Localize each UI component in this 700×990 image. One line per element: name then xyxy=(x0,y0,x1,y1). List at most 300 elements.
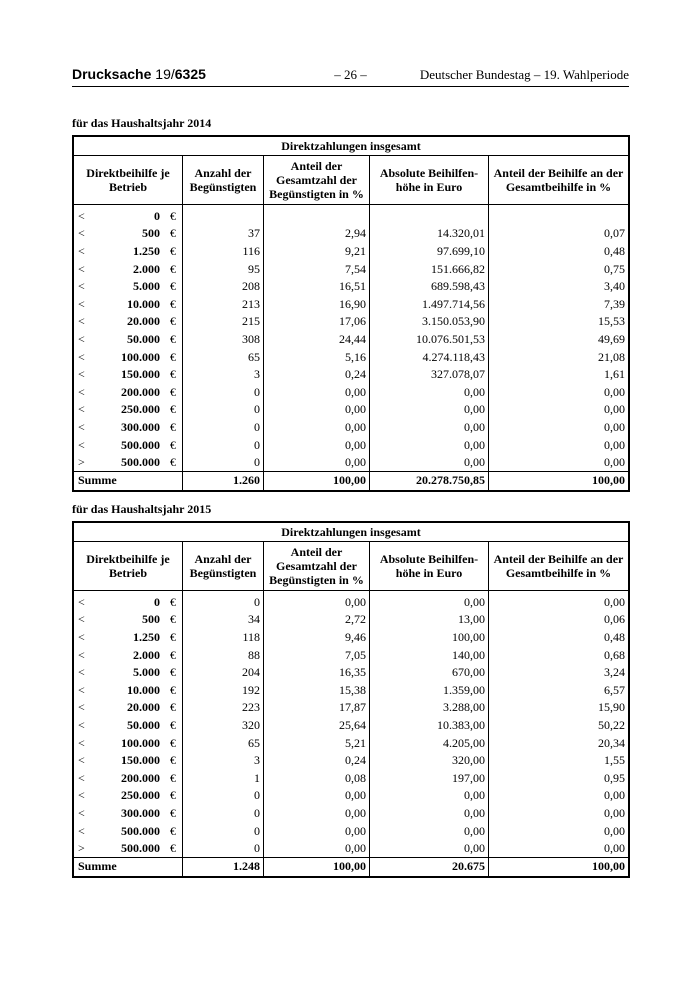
bracket-operator: < xyxy=(78,717,85,732)
bracket-amount: 250.000 xyxy=(121,788,160,803)
share-cell: 24,44 xyxy=(264,330,370,348)
bracket-operator: < xyxy=(78,805,85,820)
sum-pct: 100,00 xyxy=(489,471,630,491)
share-cell: 7,05 xyxy=(264,646,370,664)
bracket-amount: 500.000 xyxy=(121,437,160,452)
pct-cell: 0,00 xyxy=(489,839,630,857)
sum-row xyxy=(73,471,629,491)
bracket-amount: 500.000 xyxy=(121,841,160,856)
col-head-abs: Absolute Beihilfen-höhe in Euro xyxy=(370,156,489,205)
pct-cell: 3,24 xyxy=(489,663,630,681)
bracket-cell xyxy=(73,716,183,734)
count-cell: 0 xyxy=(183,453,264,471)
count-cell: 213 xyxy=(183,295,264,313)
table-row xyxy=(73,260,629,278)
abs-cell: 327.078,07 xyxy=(370,365,489,383)
bracket-amount: 10.000 xyxy=(127,682,160,697)
share-cell: 5,16 xyxy=(264,348,370,366)
count-cell: 0 xyxy=(183,591,264,611)
bracket-operator: < xyxy=(78,367,85,382)
bracket-operator: < xyxy=(78,349,85,364)
bracket-amount: 5.000 xyxy=(133,665,160,680)
bracket-operator: < xyxy=(78,594,85,609)
table-row xyxy=(73,365,629,383)
sum-count: 1.248 xyxy=(183,857,264,877)
table-row xyxy=(73,225,629,243)
bracket-cell xyxy=(73,383,183,401)
sum-label: Summe xyxy=(73,857,183,877)
bracket-cell xyxy=(73,804,183,822)
sum-label: Summe xyxy=(73,471,183,491)
bracket-operator: < xyxy=(78,682,85,697)
doc-num-a: 19/ xyxy=(155,66,175,82)
abs-cell: 0,00 xyxy=(370,787,489,805)
sum-abs: 20.278.750,85 xyxy=(370,471,489,491)
bracket-amount: 10.000 xyxy=(127,296,160,311)
sum-count: 1.260 xyxy=(183,471,264,491)
bracket-cell xyxy=(73,839,183,857)
currency-sign: € xyxy=(170,682,176,697)
bracket-amount: 0 xyxy=(154,208,160,223)
share-cell: 0,08 xyxy=(264,769,370,787)
publisher: Deutscher Bundestag – 19. Wahlperiode xyxy=(419,67,629,82)
bracket-operator: < xyxy=(78,700,85,715)
bracket-cell xyxy=(73,242,183,260)
count-cell: 116 xyxy=(183,242,264,260)
table-row xyxy=(73,277,629,295)
abs-cell xyxy=(370,205,489,225)
page-number: – 26 – xyxy=(334,67,367,82)
bracket-operator: > xyxy=(78,455,85,470)
bracket-cell xyxy=(73,260,183,278)
currency-sign: € xyxy=(170,665,176,680)
table-row xyxy=(73,787,629,805)
bracket-cell xyxy=(73,646,183,664)
count-cell: 0 xyxy=(183,383,264,401)
table-row xyxy=(73,383,629,401)
table-row xyxy=(73,663,629,681)
currency-sign: € xyxy=(170,384,176,399)
bracket-cell xyxy=(73,453,183,471)
currency-sign: € xyxy=(170,841,176,856)
bracket-cell xyxy=(73,751,183,769)
pct-cell: 0,07 xyxy=(489,225,630,243)
count-cell: 95 xyxy=(183,260,264,278)
bracket-cell xyxy=(73,436,183,454)
bracket-operator: < xyxy=(78,331,85,346)
currency-sign: € xyxy=(170,823,176,838)
count-cell: 3 xyxy=(183,751,264,769)
bracket-amount: 1.250 xyxy=(133,629,160,644)
pct-cell: 0,00 xyxy=(489,401,630,419)
abs-cell: 10.383,00 xyxy=(370,716,489,734)
table-row xyxy=(73,681,629,699)
count-cell: 118 xyxy=(183,628,264,646)
currency-sign: € xyxy=(170,402,176,417)
currency-sign: € xyxy=(170,647,176,662)
doc-prefix: Drucksache xyxy=(72,66,156,82)
bracket-operator: < xyxy=(78,612,85,627)
share-cell: 0,24 xyxy=(264,365,370,383)
share-cell: 16,51 xyxy=(264,277,370,295)
pct-cell xyxy=(489,205,630,225)
table-row xyxy=(73,205,629,225)
currency-sign: € xyxy=(170,594,176,609)
table-row xyxy=(73,716,629,734)
bracket-operator: < xyxy=(78,226,85,241)
bracket-operator: < xyxy=(78,753,85,768)
share-cell: 0,00 xyxy=(264,804,370,822)
bracket-operator: < xyxy=(78,402,85,417)
count-cell: 0 xyxy=(183,401,264,419)
pct-cell: 3,40 xyxy=(489,277,630,295)
pct-cell: 0,00 xyxy=(489,436,630,454)
pct-cell: 21,08 xyxy=(489,348,630,366)
abs-cell: 4.274.118,43 xyxy=(370,348,489,366)
currency-sign: € xyxy=(170,208,176,223)
count-cell: 0 xyxy=(183,436,264,454)
bracket-amount: 1.250 xyxy=(133,243,160,258)
share-cell: 17,87 xyxy=(264,699,370,717)
abs-cell: 151.666,82 xyxy=(370,260,489,278)
bracket-cell xyxy=(73,769,183,787)
abs-cell: 100,00 xyxy=(370,628,489,646)
bracket-operator: < xyxy=(78,437,85,452)
table-2015 xyxy=(72,521,630,878)
bracket-cell xyxy=(73,348,183,366)
bracket-cell xyxy=(73,365,183,383)
bracket-cell xyxy=(73,277,183,295)
pct-cell: 0,95 xyxy=(489,769,630,787)
pct-cell: 0,75 xyxy=(489,260,630,278)
pct-cell: 0,06 xyxy=(489,611,630,629)
bracket-amount: 20.000 xyxy=(127,314,160,329)
currency-sign: € xyxy=(170,612,176,627)
count-cell: 34 xyxy=(183,611,264,629)
count-cell xyxy=(183,205,264,225)
bracket-amount: 500.000 xyxy=(121,455,160,470)
table-row xyxy=(73,751,629,769)
currency-sign: € xyxy=(170,314,176,329)
abs-cell: 14.320,01 xyxy=(370,225,489,243)
abs-cell: 3.150.053,90 xyxy=(370,313,489,331)
table-row xyxy=(73,330,629,348)
bracket-operator: < xyxy=(78,261,85,276)
page-header xyxy=(72,66,629,87)
bracket-amount: 300.000 xyxy=(121,419,160,434)
abs-cell: 97.699,10 xyxy=(370,242,489,260)
col-head-share: Anteil der Gesamtzahl der Begünstigten in % xyxy=(264,156,370,205)
currency-sign: € xyxy=(170,770,176,785)
currency-sign: € xyxy=(170,296,176,311)
table-row xyxy=(73,628,629,646)
abs-cell: 13,00 xyxy=(370,611,489,629)
pct-cell: 0,00 xyxy=(489,591,630,611)
bracket-operator: < xyxy=(78,314,85,329)
abs-cell: 670,00 xyxy=(370,663,489,681)
pct-cell: 15,53 xyxy=(489,313,630,331)
bracket-amount: 150.000 xyxy=(121,367,160,382)
sum-row xyxy=(73,857,629,877)
bracket-cell xyxy=(73,663,183,681)
currency-sign: € xyxy=(170,717,176,732)
bracket-operator: < xyxy=(78,665,85,680)
abs-cell: 0,00 xyxy=(370,804,489,822)
bracket-amount: 500.000 xyxy=(121,823,160,838)
count-cell: 0 xyxy=(183,804,264,822)
bracket-cell xyxy=(73,611,183,629)
table-row xyxy=(73,611,629,629)
bracket-amount: 200.000 xyxy=(121,384,160,399)
currency-sign: € xyxy=(170,261,176,276)
abs-cell: 0,00 xyxy=(370,453,489,471)
currency-sign: € xyxy=(170,700,176,715)
table-caption: Direktzahlungen insgesamt xyxy=(73,136,629,156)
table-row xyxy=(73,699,629,717)
share-cell: 0,00 xyxy=(264,401,370,419)
count-cell: 0 xyxy=(183,822,264,840)
share-cell: 0,00 xyxy=(264,822,370,840)
table-row xyxy=(73,591,629,611)
table-row xyxy=(73,769,629,787)
share-cell: 15,38 xyxy=(264,681,370,699)
share-cell: 5,21 xyxy=(264,734,370,752)
count-cell: 223 xyxy=(183,699,264,717)
pct-cell: 0,00 xyxy=(489,804,630,822)
count-cell: 215 xyxy=(183,313,264,331)
currency-sign: € xyxy=(170,788,176,803)
share-cell: 0,00 xyxy=(264,436,370,454)
bracket-amount: 5.000 xyxy=(133,279,160,294)
share-cell: 0,00 xyxy=(264,839,370,857)
pct-cell: 0,68 xyxy=(489,646,630,664)
table-row xyxy=(73,822,629,840)
bracket-cell xyxy=(73,822,183,840)
col-head-pct: Anteil der Beihilfe an der Gesamtbeihilfe in % xyxy=(489,156,630,205)
pct-cell: 49,69 xyxy=(489,330,630,348)
table-row xyxy=(73,804,629,822)
count-cell: 0 xyxy=(183,418,264,436)
pct-cell: 50,22 xyxy=(489,716,630,734)
currency-sign: € xyxy=(170,805,176,820)
abs-cell: 0,00 xyxy=(370,436,489,454)
bracket-operator: < xyxy=(78,735,85,750)
bracket-cell xyxy=(73,787,183,805)
share-cell: 9,46 xyxy=(264,628,370,646)
bracket-cell xyxy=(73,591,183,611)
bracket-cell xyxy=(73,734,183,752)
share-cell: 25,64 xyxy=(264,716,370,734)
share-cell: 0,00 xyxy=(264,383,370,401)
pct-cell: 0,48 xyxy=(489,242,630,260)
table-row xyxy=(73,839,629,857)
count-cell: 37 xyxy=(183,225,264,243)
sum-abs: 20.675 xyxy=(370,857,489,877)
col-head-bracket: Direktbeihilfe je Betrieb xyxy=(73,542,183,591)
abs-cell: 689.598,43 xyxy=(370,277,489,295)
share-cell: 16,35 xyxy=(264,663,370,681)
count-cell: 1 xyxy=(183,769,264,787)
col-head-count: Anzahl der Begünstigten xyxy=(183,542,264,591)
currency-sign: € xyxy=(170,331,176,346)
abs-cell: 1.497.714,56 xyxy=(370,295,489,313)
pct-cell: 1,61 xyxy=(489,365,630,383)
table-2014 xyxy=(72,135,630,492)
count-cell: 65 xyxy=(183,348,264,366)
bracket-operator: < xyxy=(78,419,85,434)
bracket-operator: < xyxy=(78,647,85,662)
bracket-cell xyxy=(73,699,183,717)
share-cell: 0,00 xyxy=(264,591,370,611)
col-head-share: Anteil der Gesamtzahl der Begünstigten in % xyxy=(264,542,370,591)
table-row xyxy=(73,242,629,260)
table-row xyxy=(73,348,629,366)
abs-cell: 0,00 xyxy=(370,383,489,401)
bracket-cell xyxy=(73,681,183,699)
pct-cell: 0,48 xyxy=(489,628,630,646)
bracket-amount: 500 xyxy=(142,612,160,627)
pct-cell: 15,90 xyxy=(489,699,630,717)
bracket-cell xyxy=(73,330,183,348)
sum-pct: 100,00 xyxy=(489,857,630,877)
bracket-cell xyxy=(73,295,183,313)
count-cell: 65 xyxy=(183,734,264,752)
share-cell: 7,54 xyxy=(264,260,370,278)
bracket-cell xyxy=(73,313,183,331)
currency-sign: € xyxy=(170,367,176,382)
pct-cell: 0,00 xyxy=(489,822,630,840)
bracket-amount: 2.000 xyxy=(133,647,160,662)
bracket-operator: < xyxy=(78,279,85,294)
currency-sign: € xyxy=(170,243,176,258)
bracket-operator: < xyxy=(78,208,85,223)
count-cell: 320 xyxy=(183,716,264,734)
doc-num-b: 6325 xyxy=(174,66,206,82)
bracket-operator: < xyxy=(78,770,85,785)
sum-share: 100,00 xyxy=(264,857,370,877)
bracket-amount: 0 xyxy=(154,594,160,609)
table-row xyxy=(73,401,629,419)
col-head-count: Anzahl der Begünstigten xyxy=(183,156,264,205)
pct-cell: 20,34 xyxy=(489,734,630,752)
col-head-abs: Absolute Beihilfen-höhe in Euro xyxy=(370,542,489,591)
col-head-pct: Anteil der Beihilfe an der Gesamtbeihilfe in % xyxy=(489,542,630,591)
pct-cell: 1,55 xyxy=(489,751,630,769)
table-row xyxy=(73,646,629,664)
currency-sign: € xyxy=(170,349,176,364)
count-cell: 208 xyxy=(183,277,264,295)
bracket-amount: 150.000 xyxy=(121,753,160,768)
table-row xyxy=(73,418,629,436)
bracket-cell xyxy=(73,418,183,436)
bracket-amount: 50.000 xyxy=(127,331,160,346)
abs-cell: 197,00 xyxy=(370,769,489,787)
bracket-amount: 500 xyxy=(142,226,160,241)
share-cell xyxy=(264,205,370,225)
share-cell: 2,72 xyxy=(264,611,370,629)
count-cell: 308 xyxy=(183,330,264,348)
abs-cell: 140,00 xyxy=(370,646,489,664)
table-caption: Direktzahlungen insgesamt xyxy=(73,522,629,542)
bracket-operator: < xyxy=(78,788,85,803)
bracket-amount: 2.000 xyxy=(133,261,160,276)
abs-cell: 1.359,00 xyxy=(370,681,489,699)
share-cell: 0,00 xyxy=(264,418,370,436)
share-cell: 17,06 xyxy=(264,313,370,331)
bracket-amount: 50.000 xyxy=(127,717,160,732)
count-cell: 0 xyxy=(183,839,264,857)
bracket-cell xyxy=(73,628,183,646)
pct-cell: 7,39 xyxy=(489,295,630,313)
share-cell: 2,94 xyxy=(264,225,370,243)
pct-cell: 6,57 xyxy=(489,681,630,699)
table-row xyxy=(73,295,629,313)
currency-sign: € xyxy=(170,419,176,434)
count-cell: 3 xyxy=(183,365,264,383)
abs-cell: 320,00 xyxy=(370,751,489,769)
count-cell: 192 xyxy=(183,681,264,699)
bracket-operator: < xyxy=(78,629,85,644)
abs-cell: 3.288,00 xyxy=(370,699,489,717)
currency-sign: € xyxy=(170,753,176,768)
pct-cell: 0,00 xyxy=(489,383,630,401)
section-title-2014: für das Haushaltsjahr 2014 xyxy=(72,116,212,130)
pct-cell: 0,00 xyxy=(489,418,630,436)
abs-cell: 0,00 xyxy=(370,418,489,436)
bracket-operator: < xyxy=(78,296,85,311)
share-cell: 0,00 xyxy=(264,787,370,805)
currency-sign: € xyxy=(170,455,176,470)
share-cell: 0,24 xyxy=(264,751,370,769)
pct-cell: 0,00 xyxy=(489,787,630,805)
sum-share: 100,00 xyxy=(264,471,370,491)
share-cell: 16,90 xyxy=(264,295,370,313)
bracket-amount: 20.000 xyxy=(127,700,160,715)
count-cell: 88 xyxy=(183,646,264,664)
count-cell: 0 xyxy=(183,787,264,805)
currency-sign: € xyxy=(170,279,176,294)
currency-sign: € xyxy=(170,226,176,241)
bracket-amount: 200.000 xyxy=(121,770,160,785)
share-cell: 9,21 xyxy=(264,242,370,260)
count-cell: 204 xyxy=(183,663,264,681)
bracket-cell xyxy=(73,205,183,225)
currency-sign: € xyxy=(170,629,176,644)
bracket-amount: 100.000 xyxy=(121,735,160,750)
bracket-operator: > xyxy=(78,841,85,856)
table-row xyxy=(73,313,629,331)
share-cell: 0,00 xyxy=(264,453,370,471)
bracket-operator: < xyxy=(78,243,85,258)
bracket-cell xyxy=(73,401,183,419)
col-head-bracket: Direktbeihilfe je Betrieb xyxy=(73,156,183,205)
bracket-amount: 250.000 xyxy=(121,402,160,417)
abs-cell: 4.205,00 xyxy=(370,734,489,752)
abs-cell: 0,00 xyxy=(370,839,489,857)
pct-cell: 0,00 xyxy=(489,453,630,471)
abs-cell: 10.076.501,53 xyxy=(370,330,489,348)
bracket-operator: < xyxy=(78,823,85,838)
abs-cell: 0,00 xyxy=(370,401,489,419)
abs-cell: 0,00 xyxy=(370,822,489,840)
section-title-2015: für das Haushaltsjahr 2015 xyxy=(72,502,212,516)
bracket-cell xyxy=(73,225,183,243)
currency-sign: € xyxy=(170,437,176,452)
table-row xyxy=(73,436,629,454)
bracket-amount: 100.000 xyxy=(121,349,160,364)
table-row xyxy=(73,453,629,471)
table-row xyxy=(73,734,629,752)
